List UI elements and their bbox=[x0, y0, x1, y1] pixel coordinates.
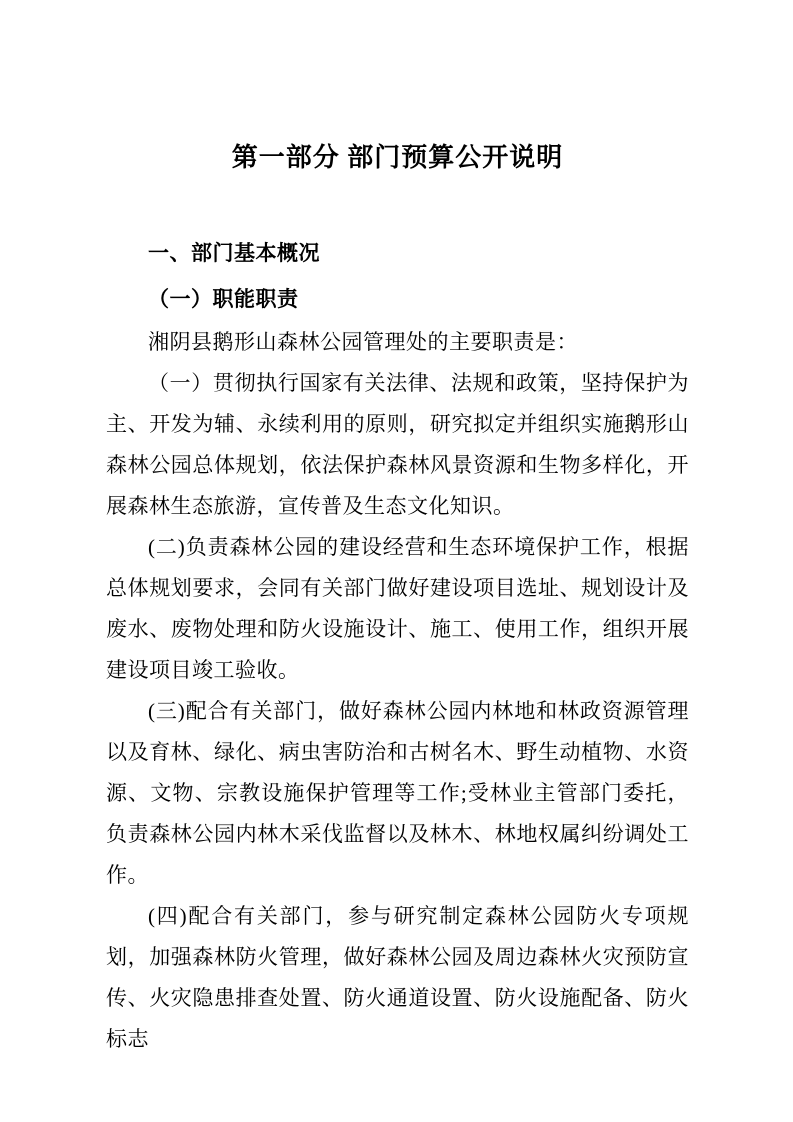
paragraph: （一）贯彻执行国家有关法律、法规和政策，坚持保护为主、开发为辅、永续利用的原则，研究拟定并组织实施鹅形山森林公园总体规划，依法保护森林风景资源和生物多样化，开展森林生态旅游，宣传普及生态文化知识。 bbox=[106, 371, 689, 518]
paragraph: (二)负责森林公园的建设经营和生态环境保护工作，根据总体规划要求，会同有关部门做好建设项目选址、规划设计及废水、废物处理和防火设施设计、施工、使用工作，组织开展建设项目竣工验收。 bbox=[106, 535, 689, 682]
section-heading: 一、部门基本概况 bbox=[148, 241, 320, 265]
document-title: 第一部分 部门预算公开说明 bbox=[231, 143, 564, 172]
paragraph: (四)配合有关部门，参与研究制定森林公园防火专项规划，加强森林防火管理，做好森林公园及周边森林火灾预防宣传、火灾隐患排查处置、防火通道设置、防火设施配备、防火标志 bbox=[106, 904, 689, 1051]
subsection-heading: （一）职能职责 bbox=[148, 287, 299, 311]
paragraph: (三)配合有关部门，做好森林公园内林地和林政资源管理以及育林、绿化、病虫害防治和古树名木、野生动植物、水资源、文物、宗教设施保护管理等工作;受林业主管部门委托，负责森林公园内林木采伐监督以及林木、林地权属纠纷调处工作。 bbox=[106, 699, 689, 887]
intro-paragraph: 湘阴县鹅形山森林公园管理处的主要职责是： bbox=[148, 330, 578, 354]
